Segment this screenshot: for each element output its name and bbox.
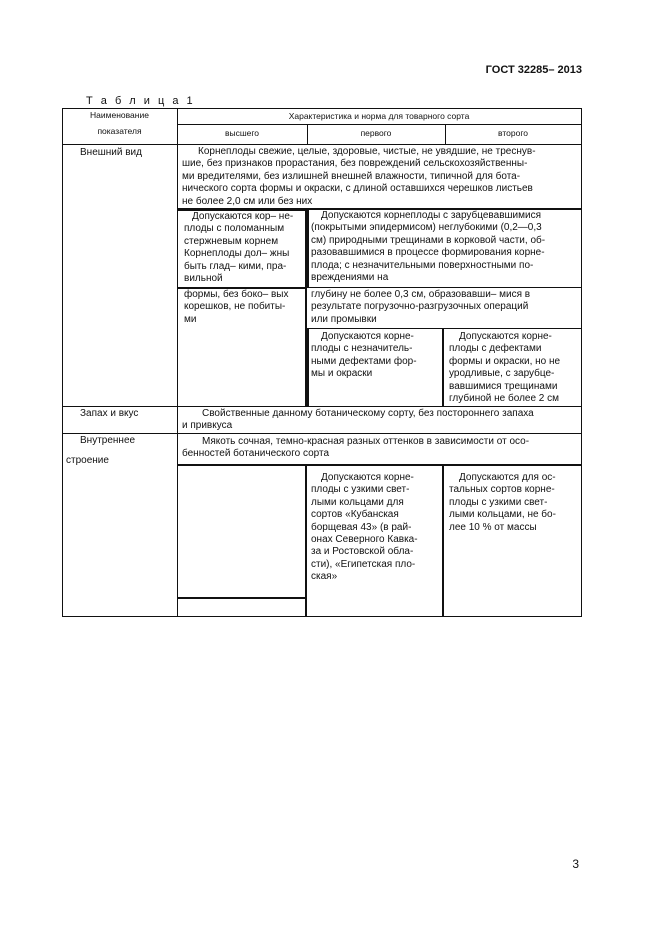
structure-top-grade-right	[305, 464, 307, 616]
header-characteristic: Характеристика и норма для товарного сорта	[288, 111, 470, 121]
first-second-cont-line: или промывки	[311, 313, 377, 325]
structure-second-line: лыми кольцами, не бо-	[449, 509, 556, 521]
top-grade-cont-line: корешков, не побиты-	[184, 301, 286, 313]
top-grade-cont-line: формы, без боко– вых	[184, 289, 289, 300]
top-grade-line: Корнеплоды дол– жны	[184, 248, 290, 260]
first-grade-box-right	[442, 328, 444, 406]
structure-first-line: Допускаются корне-	[321, 472, 414, 483]
table-top-border	[62, 108, 581, 109]
structure-first-grade-right	[442, 464, 444, 616]
first-second-line: вреждениями на	[311, 272, 389, 284]
structure-general-line: бенностей ботанического сорта	[182, 448, 330, 460]
first-grade-line: Допускаются корне-	[321, 331, 414, 342]
structure-first-line: сти), «Египетская пло-	[311, 558, 416, 570]
appearance-general-line: ми вредителями, без излишней внешней влажности, типичной для бота-	[182, 170, 521, 182]
top-grade-line: стержневым корнем	[184, 235, 279, 247]
appearance-general-line: нического сорта формы и окраски, с длиной оставшихся черешков листьев	[182, 183, 533, 195]
row-label-appearance: Внешний вид	[80, 147, 142, 158]
table-caption: Т а б л и ц а 1	[86, 95, 196, 107]
structure-second-grade-text	[449, 472, 576, 534]
second-grade-appearance-text	[449, 331, 576, 405]
structure-grades-top	[177, 464, 581, 466]
structure-second-line: лее 10 % от массы	[449, 521, 537, 533]
row-label-structure-line2: строение	[66, 455, 109, 466]
first-second-appearance-cont	[311, 289, 576, 326]
page-number: 3	[572, 857, 579, 871]
second-grade-line: формы и окраски, но не	[449, 355, 561, 367]
first-grade-box-left	[307, 328, 309, 406]
top-grade-line: плоды с поломанным	[184, 223, 285, 235]
first-second-line: (покрытыми эпидермисом) неглубокими (0,2—0,3	[311, 222, 542, 234]
top-grade-line: быть глад– кими, пра-	[184, 260, 287, 272]
structure-second-line: тальных сортов корне-	[449, 484, 555, 496]
structure-first-line: ская»	[311, 571, 338, 583]
structure-top-grade-bottom	[177, 597, 307, 599]
first-grade-line: ными дефектами фор-	[311, 355, 417, 367]
header-bottom-rule	[62, 144, 581, 145]
table-right-border	[581, 108, 582, 617]
second-grade-line: глубиной не более 2 см	[449, 393, 560, 405]
header-name-line2: показателя	[97, 126, 142, 136]
top-grade-appearance-text	[184, 211, 302, 285]
first-second-line: плода; с незначительными поверхностными по-	[311, 259, 534, 271]
row-separator-smell	[62, 433, 581, 434]
first-grade-box-top	[307, 328, 581, 329]
structure-second-line: плоды с узкими свет-	[449, 496, 548, 508]
second-grade-line: плоды с дефектами	[449, 343, 542, 355]
structure-first-line: сортов «Кубанская	[311, 509, 399, 521]
second-grade-line: вавшимися трещинами	[449, 380, 558, 392]
structure-first-grade-text	[311, 472, 438, 584]
first-second-box-bottom	[307, 287, 581, 288]
second-grade-line: уродливые, с зарубце-	[449, 368, 555, 380]
structure-first-line: плоды с узкими свет-	[311, 484, 410, 496]
appearance-general-text	[182, 146, 578, 208]
first-second-box-left	[307, 209, 309, 288]
label-column-divider	[177, 108, 178, 617]
header-name-line1: Наименование	[90, 110, 149, 120]
first-second-cont-line: результате погрузочно-разгрузочных операций	[311, 301, 529, 313]
first-second-line: Допускаются корнеплоды с зарубцевавшимися	[321, 210, 541, 221]
smell-text	[182, 408, 578, 433]
first-grade-line: плоды с незначитель-	[311, 343, 413, 355]
appearance-general-line: Корнеплоды свежие, целые, здоровые, чистые, не увядшие, не треснув-	[198, 146, 536, 157]
top-grade-line: вильной	[184, 273, 223, 285]
structure-general-text	[182, 436, 578, 461]
header-grade-top: высшего	[224, 128, 260, 138]
smell-line: Свойственные данному ботаническому сорту, без постороннего запаха	[202, 408, 534, 419]
second-grade-line: Допускаются корне-	[459, 331, 552, 342]
document-code: ГОСТ 32285– 2013	[485, 64, 582, 76]
appearance-general-line: шие, без признаков прорастания, без повреждений сельскохозяйственны-	[182, 158, 528, 170]
top-grade-appearance-cont	[184, 289, 302, 326]
structure-second-line: Допускаются для ос-	[459, 472, 556, 483]
header-grade-second: второго	[498, 128, 528, 138]
row-label-smell: Запах и вкус	[80, 408, 139, 419]
header-grade-first: первого	[360, 128, 392, 138]
top-grade-line: Допускаются кор– не-	[192, 211, 294, 222]
first-second-appearance-text	[311, 210, 576, 284]
first-grade-line: мы и окраски	[311, 368, 373, 380]
first-grade-appearance-text	[311, 331, 438, 381]
first-second-cont-line: глубину не более 0,3 см, образовавши– мися в	[311, 289, 531, 300]
top-grade-cont-line: ми	[184, 313, 197, 325]
table-bottom-border	[62, 616, 581, 617]
structure-first-line: онах Северного Кавка-	[311, 534, 418, 546]
first-second-line: см) природными трещинами в корковой части, об-	[311, 234, 546, 246]
structure-first-line: лыми кольцами для	[311, 496, 404, 508]
row-separator-appearance	[62, 406, 581, 407]
smell-line: и привкуса	[182, 420, 233, 432]
first-second-line: разовавшимися в процессе формирования корне-	[311, 247, 545, 259]
row-label-structure-line1: Внутреннее	[80, 435, 136, 446]
structure-first-line: борщевая 43» (в рай-	[311, 521, 412, 533]
structure-general-line: Мякоть сочная, темно-красная разных оттенков в зависимости от осо-	[202, 436, 530, 447]
appearance-general-line: не более 2,0 см или без них	[182, 195, 313, 207]
header-sub-rule	[177, 124, 581, 125]
structure-first-line: за и Ростовской обла-	[311, 546, 414, 558]
table-left-border	[62, 108, 63, 617]
